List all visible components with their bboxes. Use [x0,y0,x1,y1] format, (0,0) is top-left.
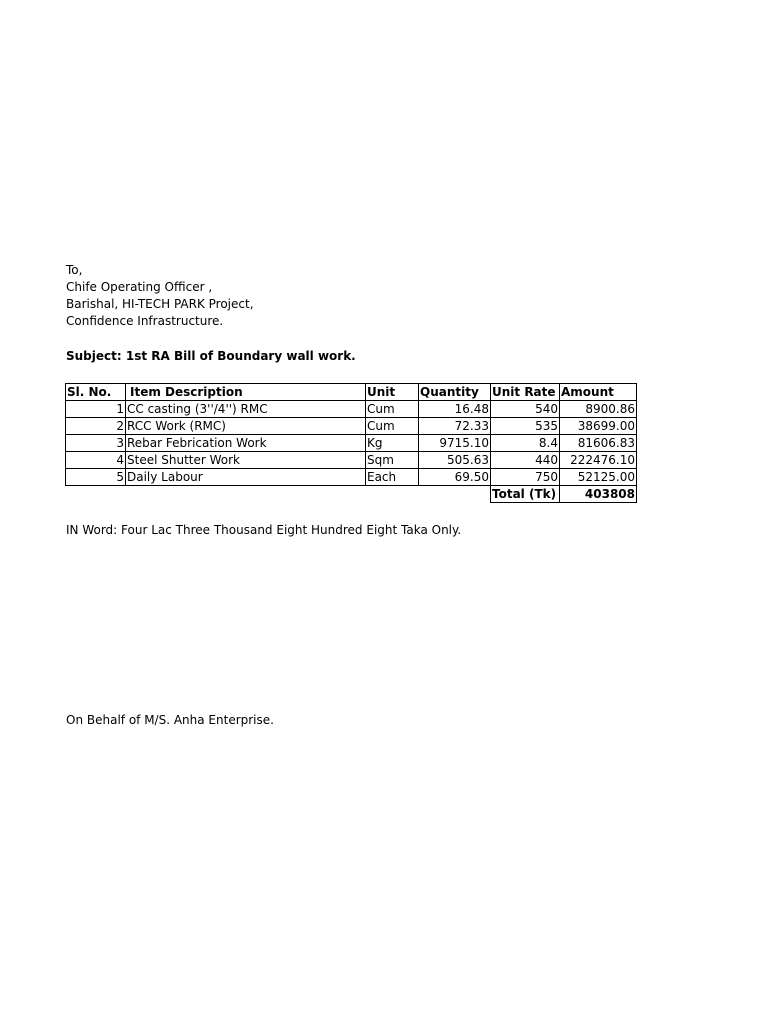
table-header-row [66,384,637,401]
total-row [66,486,637,503]
total-label: Total (Tk) [491,486,560,503]
cell-sl-no: 4 [66,452,126,469]
cell-amount: 8900.86 [560,401,637,418]
cell-quantity: 16.48 [419,401,491,418]
header-amount: Amount [560,384,637,401]
signature-line: On Behalf of M/S. Anha Enterprise. [66,713,274,727]
empty-cell [126,486,366,503]
cell-sl-no: 2 [66,418,126,435]
cell-sl-no: 1 [66,401,126,418]
cell-item-description: Rebar Febrication Work [126,435,366,452]
cell-item-description: CC casting (3''/4'') RMC [126,401,366,418]
cell-unit-rate: 440 [491,452,560,469]
cell-amount: 52125.00 [560,469,637,486]
cell-quantity: 505.63 [419,452,491,469]
cell-unit: Sqm [366,452,419,469]
cell-unit-rate: 535 [491,418,560,435]
cell-unit-rate: 8.4 [491,435,560,452]
address-company: Confidence Infrastructure. [66,314,224,328]
header-unit-rate: Unit Rate [491,384,560,401]
amount-in-words: IN Word: Four Lac Three Thousand Eight Hundred Eight Taka Only. [66,523,462,537]
header-quantity: Quantity [419,384,491,401]
cell-amount: 222476.10 [560,452,637,469]
cell-amount: 38699.00 [560,418,637,435]
cell-unit-rate: 540 [491,401,560,418]
bill-table [65,383,637,503]
empty-cell [66,486,126,503]
cell-unit: Cum [366,401,419,418]
empty-cell [419,486,491,503]
cell-quantity: 72.33 [419,418,491,435]
table-row [66,435,637,452]
table-row [66,401,637,418]
cell-quantity: 69.50 [419,469,491,486]
table-row [66,469,637,486]
cell-quantity: 9715.10 [419,435,491,452]
cell-sl-no: 3 [66,435,126,452]
cell-item-description: Daily Labour [126,469,366,486]
cell-unit: Each [366,469,419,486]
table-row [66,418,637,435]
header-item-description: Item Description [126,384,366,401]
cell-item-description: Steel Shutter Work [126,452,366,469]
cell-item-description: RCC Work (RMC) [126,418,366,435]
address-recipient: Chife Operating Officer , [66,280,213,294]
cell-unit-rate: 750 [491,469,560,486]
subject-line: Subject: 1st RA Bill of Boundary wall work. [66,349,356,363]
address-to: To, [66,263,83,277]
address-project: Barishal, HI-TECH PARK Project, [66,297,254,311]
cell-unit: Cum [366,418,419,435]
header-sl-no: Sl. No. [66,384,126,401]
table-row [66,452,637,469]
empty-cell [366,486,419,503]
cell-sl-no: 5 [66,469,126,486]
cell-amount: 81606.83 [560,435,637,452]
total-value: 403808 [560,486,637,503]
cell-unit: Kg [366,435,419,452]
header-unit: Unit [366,384,419,401]
